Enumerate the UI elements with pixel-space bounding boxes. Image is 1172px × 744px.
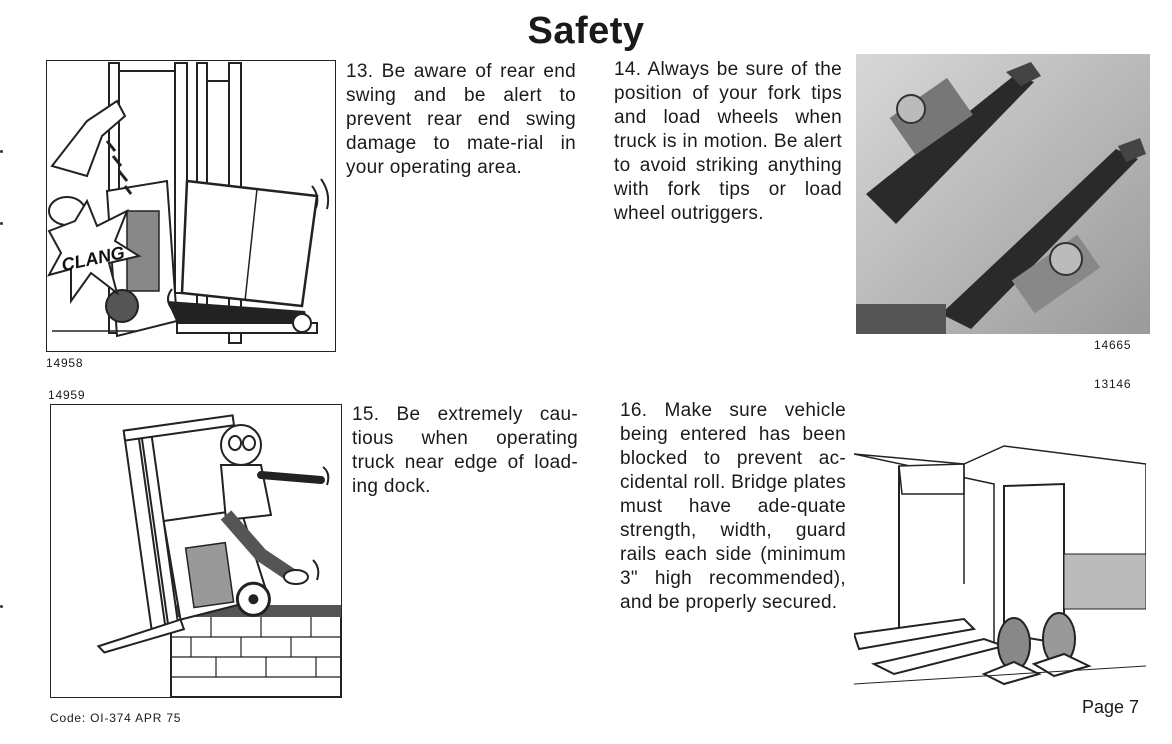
item-13-text: Be aware of rear end swing and be alert to prevent rear end swing damage to mate-rial in your operating area. <box>346 61 576 178</box>
figure-number-14959: 14959 <box>48 388 86 402</box>
rear-end-swing-illustration <box>47 61 335 351</box>
item-16-number: 16. <box>620 400 648 421</box>
margin-mark <box>0 605 3 608</box>
margin-mark <box>0 150 3 153</box>
figure-number-14665: 14665 <box>1094 338 1132 352</box>
safety-item-16 <box>620 399 846 615</box>
item-15-text: Be extremely cau-tious when operating truck near edge of load-ing dock. <box>352 404 578 497</box>
figure-rear-end-swing <box>46 60 336 352</box>
figure-fork-tips-photo <box>856 54 1150 334</box>
item-13-number: 13. <box>346 61 374 82</box>
figure-number-14958: 14958 <box>46 356 84 370</box>
item-14-number: 14. <box>614 59 642 80</box>
document-code: Code: OI-374 APR 75 <box>50 711 182 725</box>
trailer-bridge-plate-illustration <box>854 434 1146 690</box>
safety-item-13 <box>346 60 576 180</box>
loading-dock-illustration <box>51 405 341 697</box>
safety-item-14 <box>614 58 842 226</box>
figure-trailer-bridge-plate <box>854 434 1146 690</box>
clang-sound-effect: CLANG <box>59 242 127 276</box>
figure-loading-dock-edge <box>50 404 342 698</box>
item-14-text: Always be sure of the position of your fork tips and load wheels when truck is in motion. Be alert to avoid striking anything with fork tips or load wheel outriggers. <box>614 59 843 224</box>
fork-tips-photo <box>856 54 1150 334</box>
item-15-number: 15. <box>352 404 380 425</box>
page-number: Page 7 <box>1082 697 1140 717</box>
margin-mark <box>0 222 3 225</box>
page-title: Safety <box>527 10 645 52</box>
safety-item-15 <box>352 403 578 499</box>
figure-number-13146: 13146 <box>1094 377 1132 391</box>
item-16-text: Make sure vehicle being entered has been blocked to prevent ac-cidental roll. Bridge plates must have ade-quate strength, width, guard rails each side (minimum 3" high recommended), and be properly secured. <box>620 400 846 613</box>
